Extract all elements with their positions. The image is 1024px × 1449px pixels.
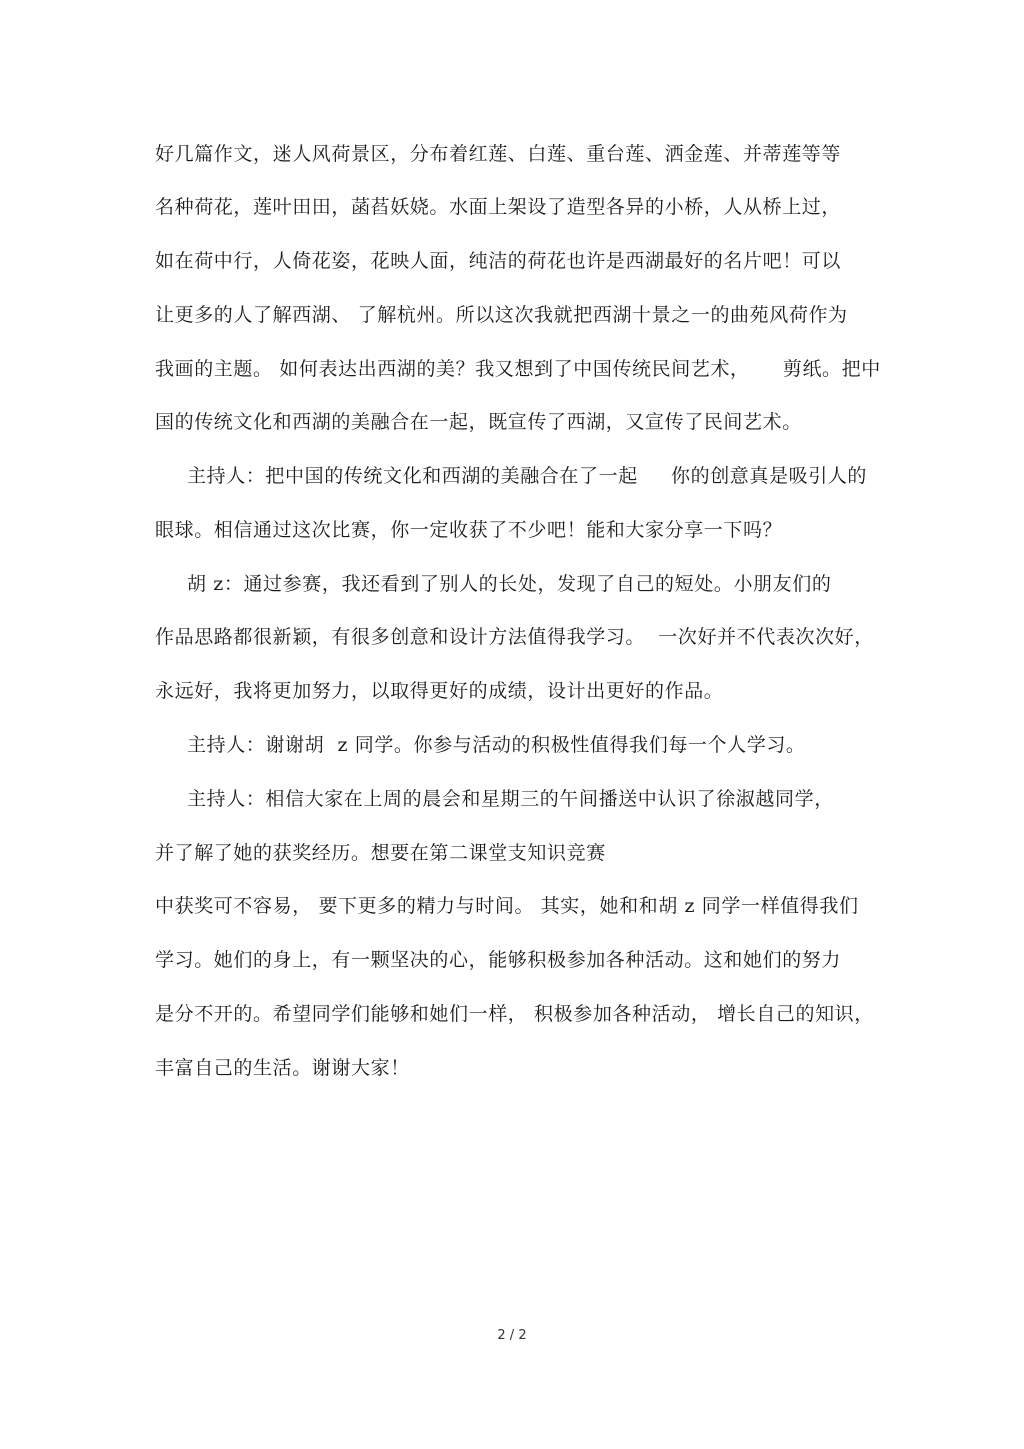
- text-line: 眼球。相信通过这次比赛，你一定收获了不少吧！能和大家分享一下吗？: [155, 519, 783, 541]
- text-line: 让更多的人了解西湖、 了解杭州。所以这次我就把西湖十景之一的曲苑风荷作为: [155, 304, 848, 326]
- text-line: 名种荷花，莲叶田田，菡萏妖娆。水面上架设了造型各异的小桥，人从桥上过，: [155, 196, 842, 218]
- text-line: 胡 z：通过参赛，我还看到了别人的长处，发现了自己的短处。小朋友们的: [187, 573, 832, 595]
- text-line: 如在荷中行，人倚花姿，花映人面，纯洁的荷花也许是西湖最好的名片吧！可以: [155, 250, 842, 272]
- text-line: 作品思路都很新颖，有很多创意和设计方法值得我学习。 一次好并不代表次次好，: [155, 626, 874, 648]
- text-line: 好几篇作文，迷人风荷景区，分布着红莲、白莲、重台莲、洒金莲、并蒂莲等等: [155, 143, 842, 165]
- text-line: 主持人：谢谢胡 z 同学。你参与活动的积极性值得我们每一个人学习。: [187, 734, 806, 756]
- text-line: 并了解了她的获奖经历。想要在第二课堂支知识竞赛: [155, 842, 606, 864]
- text-line: 永远好，我将更加努力，以取得更好的成绩，设计出更好的作品。: [155, 680, 724, 702]
- text-line: 我画的主题。 如何表达出西湖的美？我又想到了中国传统民间艺术， 剪纸。把中: [155, 358, 881, 380]
- text-line: 主持人：把中国的传统文化和西湖的美融合在了一起 你的创意真是吸引人的: [187, 465, 867, 487]
- text-line: 学习。她们的身上，有一颗坚决的心，能够积极参加各种活动。这和她们的努力: [155, 949, 842, 971]
- text-line: 国的传统文化和西湖的美融合在一起，既宣传了西湖，又宣传了民间艺术。: [155, 411, 802, 433]
- text-line: 丰富自己的生活。谢谢大家！: [155, 1057, 410, 1079]
- text-line: 主持人：相信大家在上周的晨会和星期三的午间播送中认识了徐淑越同学，: [187, 788, 834, 810]
- page-number: 2 / 2: [497, 1328, 527, 1343]
- text-line: 是分不开的。希望同学们能够和她们一样， 积极参加各种活动， 增长自己的知识，: [155, 1003, 874, 1025]
- text-line: 中获奖可不容易， 要下更多的精力与时间。 其实，她和和胡 z 同学一样值得我们: [155, 895, 859, 917]
